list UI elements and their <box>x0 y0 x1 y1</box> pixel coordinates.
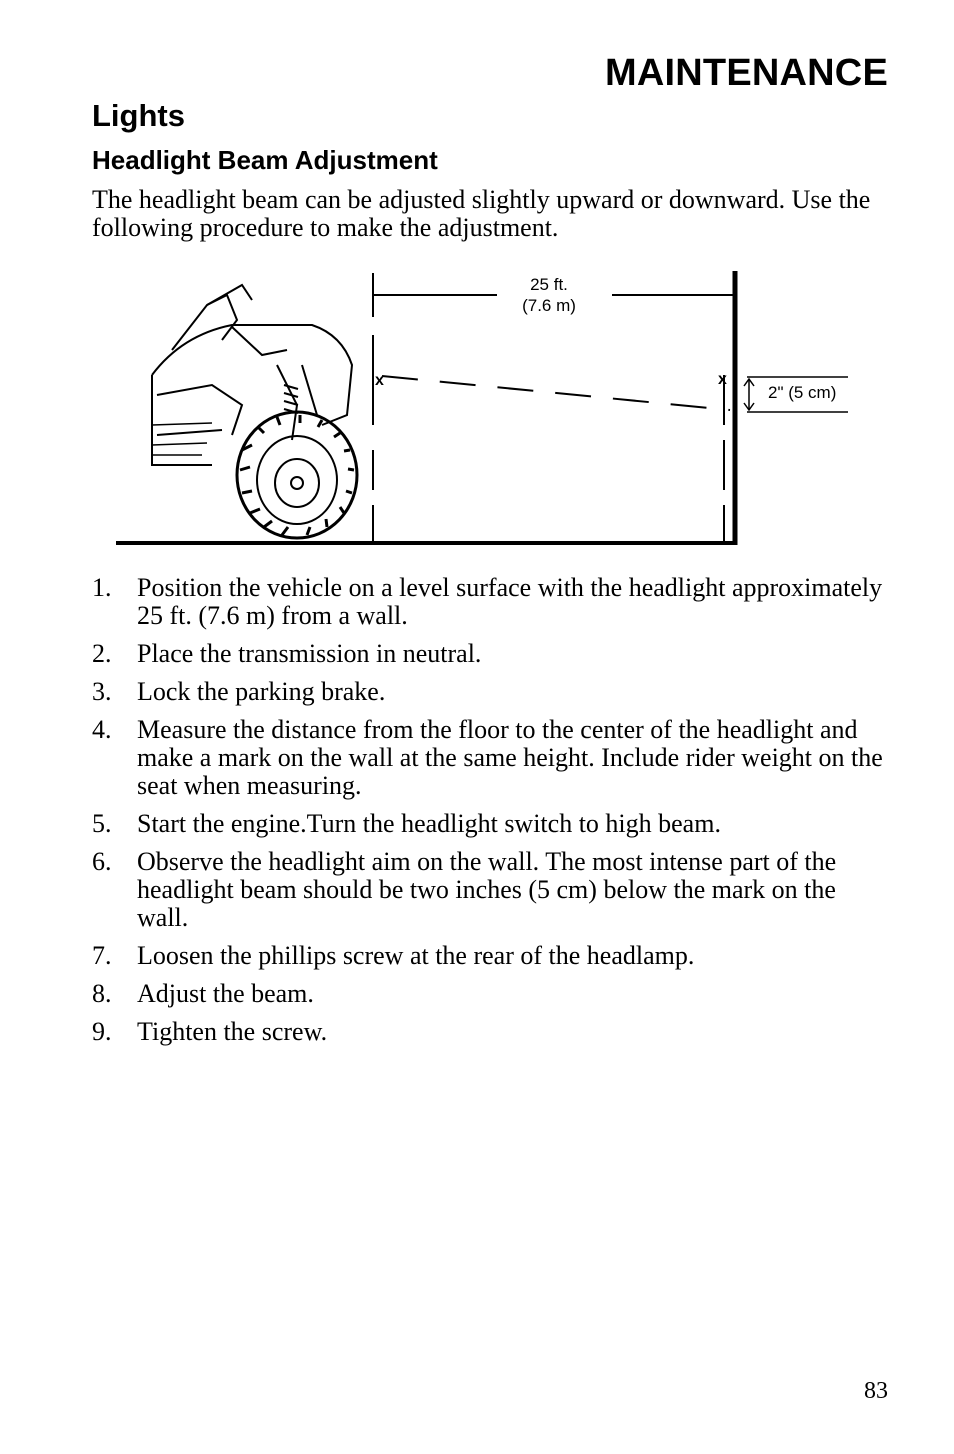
distance-ft-label: 25 ft. <box>530 275 568 294</box>
wall-mark: x <box>718 371 727 388</box>
section-title: Lights <box>92 98 185 133</box>
beam-line <box>382 376 730 410</box>
list-item: 4. Measure the distance from the floor to the center of the headlight and make a mark on the wall at the same height. Include rider weight on the seat when measuring. <box>92 715 883 800</box>
list-item: 8. Adjust the beam. <box>92 979 314 1008</box>
list-item: 6. Observe the headlight aim on the wall. The most intense part of the headlight beam should be two inches (5 cm) below the mark on the wall. <box>92 847 837 932</box>
atv-illustration <box>152 285 357 538</box>
list-item: 1. Position the vehicle on a level surface with the headlight approximately 25 ft. (7.6 m) from a wall. <box>92 573 883 630</box>
list-item: 2. Place the transmission in neutral. <box>92 639 482 668</box>
list-item: 3. Lock the parking brake. <box>92 677 386 706</box>
procedure-steps <box>92 574 892 1056</box>
subsection-title: Headlight Beam Adjustment <box>92 145 438 175</box>
list-item: 7. Loosen the phillips screw at the rear of the headlamp. <box>92 941 695 970</box>
intro-paragraph: The headlight beam can be adjusted slightly upward or downward. Use the following procedure to make the adjustment. <box>92 185 871 242</box>
offset-label: 2" (5 cm) <box>768 383 837 402</box>
offset-arrow-icon <box>744 379 754 410</box>
headlight-mark: x <box>375 372 384 389</box>
page-number: 83 <box>864 1378 888 1404</box>
list-item: 5. Start the engine.Turn the headlight switch to high beam. <box>92 809 721 838</box>
chapter-title: MAINTENANCE <box>605 52 888 94</box>
list-item: 9. Tighten the screw. <box>92 1017 328 1046</box>
headlight-adjustment-diagram <box>112 265 857 550</box>
distance-m-label: (7.6 m) <box>522 296 576 315</box>
